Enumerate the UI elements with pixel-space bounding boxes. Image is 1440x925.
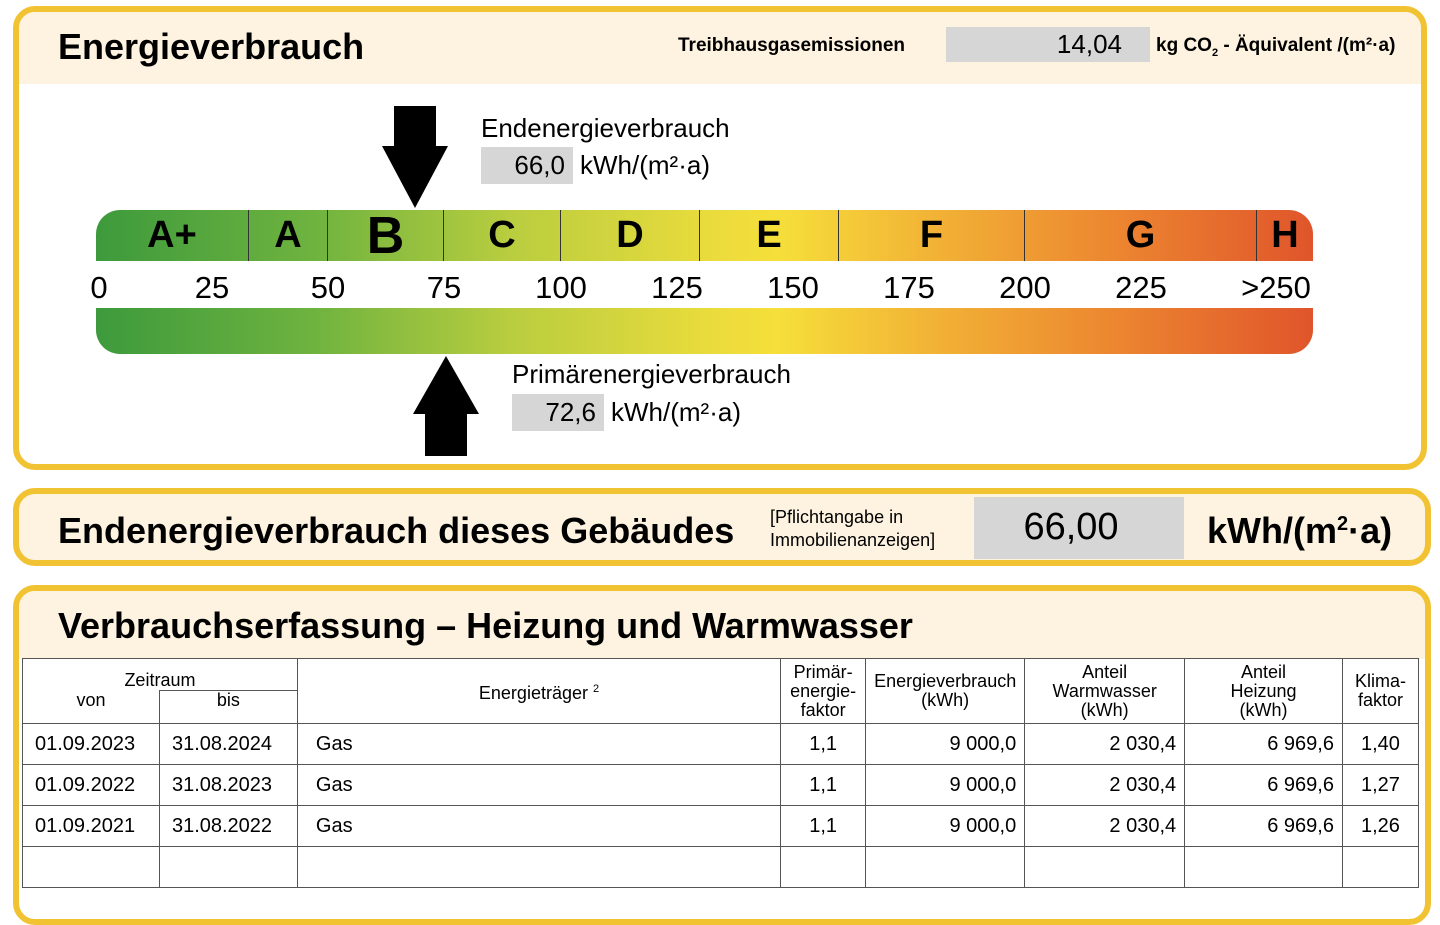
table-row — [23, 806, 1419, 847]
cell-factor — [781, 847, 866, 888]
scale-tick-label: 225 — [1115, 270, 1167, 305]
scale-tick-label: 125 — [651, 270, 703, 305]
building-label: Endenergieverbrauch dieses Gebäudes — [58, 510, 735, 551]
ghg-unit — [1156, 35, 1395, 59]
cell-from — [23, 847, 160, 888]
building-unit-pre: kWh/(m — [1207, 510, 1337, 551]
header-carrier — [297, 659, 780, 724]
cell-carrier: Gas — [297, 765, 780, 806]
cell-from: 01.09.2021 — [23, 806, 160, 847]
cell-carrier: Gas — [297, 806, 780, 847]
ghg-label: Treibhausgasemissionen — [678, 35, 906, 56]
primary-energy-unit: kWh/(m²·a) — [611, 397, 741, 427]
header-climate — [1342, 659, 1418, 724]
cell-heating: 6 969,6 — [1185, 765, 1343, 806]
header-consumption — [866, 659, 1025, 724]
cell-carrier — [297, 847, 780, 888]
cell-consumption — [866, 847, 1025, 888]
header-carrier-label: Energieträger — [478, 682, 588, 703]
header-period: Zeitraum — [23, 659, 298, 691]
header-primary-factor-l3: faktor — [800, 699, 846, 720]
scale-tick-label: >250 — [1241, 270, 1311, 305]
end-energy-value: 66,0 — [514, 150, 565, 180]
cell-to — [159, 847, 297, 888]
header-primary-factor-l1: Primär- — [793, 661, 853, 682]
scale-tick-label: 25 — [194, 270, 230, 305]
consumption-table — [22, 658, 1419, 888]
header-consumption-l2: (kWh) — [921, 690, 970, 710]
cell-consumption: 9 000,0 — [866, 724, 1025, 765]
cell-to: 31.08.2022 — [159, 806, 297, 847]
cell-water: 2 030,4 — [1025, 724, 1185, 765]
scale-tick-label: 200 — [999, 270, 1051, 305]
cell-consumption: 9 000,0 — [866, 806, 1025, 847]
building-note-line1: [Pflichtangabe in — [770, 507, 904, 527]
energy-title: Energieverbrauch — [58, 26, 365, 67]
primary-energy-value: 72,6 — [545, 397, 596, 427]
efficiency-gradient-bar — [96, 308, 1313, 354]
cell-water: 2 030,4 — [1025, 806, 1185, 847]
cell-from: 01.09.2023 — [23, 724, 160, 765]
header-from: von — [23, 691, 160, 724]
efficiency-class-8: G — [1025, 210, 1257, 261]
building-note — [770, 506, 935, 552]
cell-factor: 1,1 — [781, 806, 866, 847]
header-water-l3: (kWh) — [1080, 699, 1129, 720]
scale-tick-label: 150 — [767, 270, 819, 305]
table-row — [23, 847, 1419, 888]
header-climate-l1: Klima- — [1354, 671, 1406, 691]
building-unit — [1207, 510, 1392, 552]
primary-energy-label: Primärenergieverbrauch — [512, 359, 791, 389]
scale-tick-label: 50 — [310, 270, 346, 305]
header-water-l1: Anteil — [1082, 661, 1128, 682]
cell-water: 2 030,4 — [1025, 765, 1185, 806]
header-heating-l1: Anteil — [1241, 661, 1287, 682]
efficiency-class-2: A — [249, 210, 328, 261]
cell-to: 31.08.2024 — [159, 724, 297, 765]
cell-carrier: Gas — [297, 724, 780, 765]
scale-tick-label: 75 — [426, 270, 462, 305]
header-heating — [1185, 659, 1343, 724]
end-energy-arrow-icon — [382, 106, 448, 208]
primary-energy-arrow-icon — [413, 356, 479, 456]
cell-heating: 6 969,6 — [1185, 806, 1343, 847]
building-value: 66,00 — [1023, 506, 1119, 548]
ghg-unit-sub: 2 — [1211, 46, 1219, 59]
header-primary-factor — [781, 659, 866, 724]
ghg-unit-post: - Äquivalent /(m²·a) — [1218, 35, 1396, 56]
cell-factor: 1,1 — [781, 765, 866, 806]
efficiency-class-1: A+ — [96, 210, 249, 261]
end-energy-unit: kWh/(m²·a) — [580, 150, 710, 180]
building-unit-post: ·a) — [1348, 510, 1393, 551]
cell-consumption: 9 000,0 — [866, 765, 1025, 806]
ghg-unit-pre: kg CO — [1156, 35, 1212, 56]
cell-heating: 6 969,6 — [1185, 724, 1343, 765]
efficiency-class-6: E — [700, 210, 839, 261]
cell-from: 01.09.2022 — [23, 765, 160, 806]
cell-factor: 1,1 — [781, 724, 866, 765]
header-climate-l2: faktor — [1357, 690, 1403, 710]
efficiency-class-7: F — [839, 210, 1025, 261]
end-energy-label: Endenergieverbrauch — [481, 113, 730, 143]
cell-water — [1025, 847, 1185, 888]
cell-to: 31.08.2023 — [159, 765, 297, 806]
cell-climate — [1342, 847, 1418, 888]
header-water — [1025, 659, 1185, 724]
efficiency-class-bar — [96, 210, 1313, 261]
ghg-value: 14,04 — [1056, 29, 1122, 59]
building-note-line2: Immobilienanzeigen] — [770, 530, 936, 550]
consumption-title: Verbrauchserfassung – Heizung und Warmwasser — [58, 605, 913, 646]
header-consumption-l1: Energieverbrauch — [874, 671, 1017, 691]
cell-climate: 1,40 — [1342, 724, 1418, 765]
cell-climate: 1,26 — [1342, 806, 1418, 847]
header-carrier-sup: 2 — [593, 682, 600, 695]
efficiency-class-9: H — [1271, 214, 1299, 256]
cell-heating — [1185, 847, 1343, 888]
header-heating-l3: (kWh) — [1239, 699, 1288, 720]
header-primary-factor-l2: energie- — [790, 680, 857, 701]
building-unit-sup: 2 — [1337, 513, 1349, 535]
header-to: bis — [159, 691, 297, 724]
header-heating-l2: Heizung — [1230, 680, 1297, 701]
cell-climate: 1,27 — [1342, 765, 1418, 806]
table-row — [23, 765, 1419, 806]
scale-tick-label: 175 — [883, 270, 935, 305]
efficiency-class-4: C — [444, 210, 561, 261]
scale-tick-label: 0 — [90, 270, 108, 305]
table-row — [23, 724, 1419, 765]
header-water-l2: Warmwasser — [1052, 680, 1157, 701]
scale-tick-label: 100 — [535, 270, 587, 305]
efficiency-class-3: B — [328, 210, 444, 261]
efficiency-class-5: D — [561, 210, 700, 261]
